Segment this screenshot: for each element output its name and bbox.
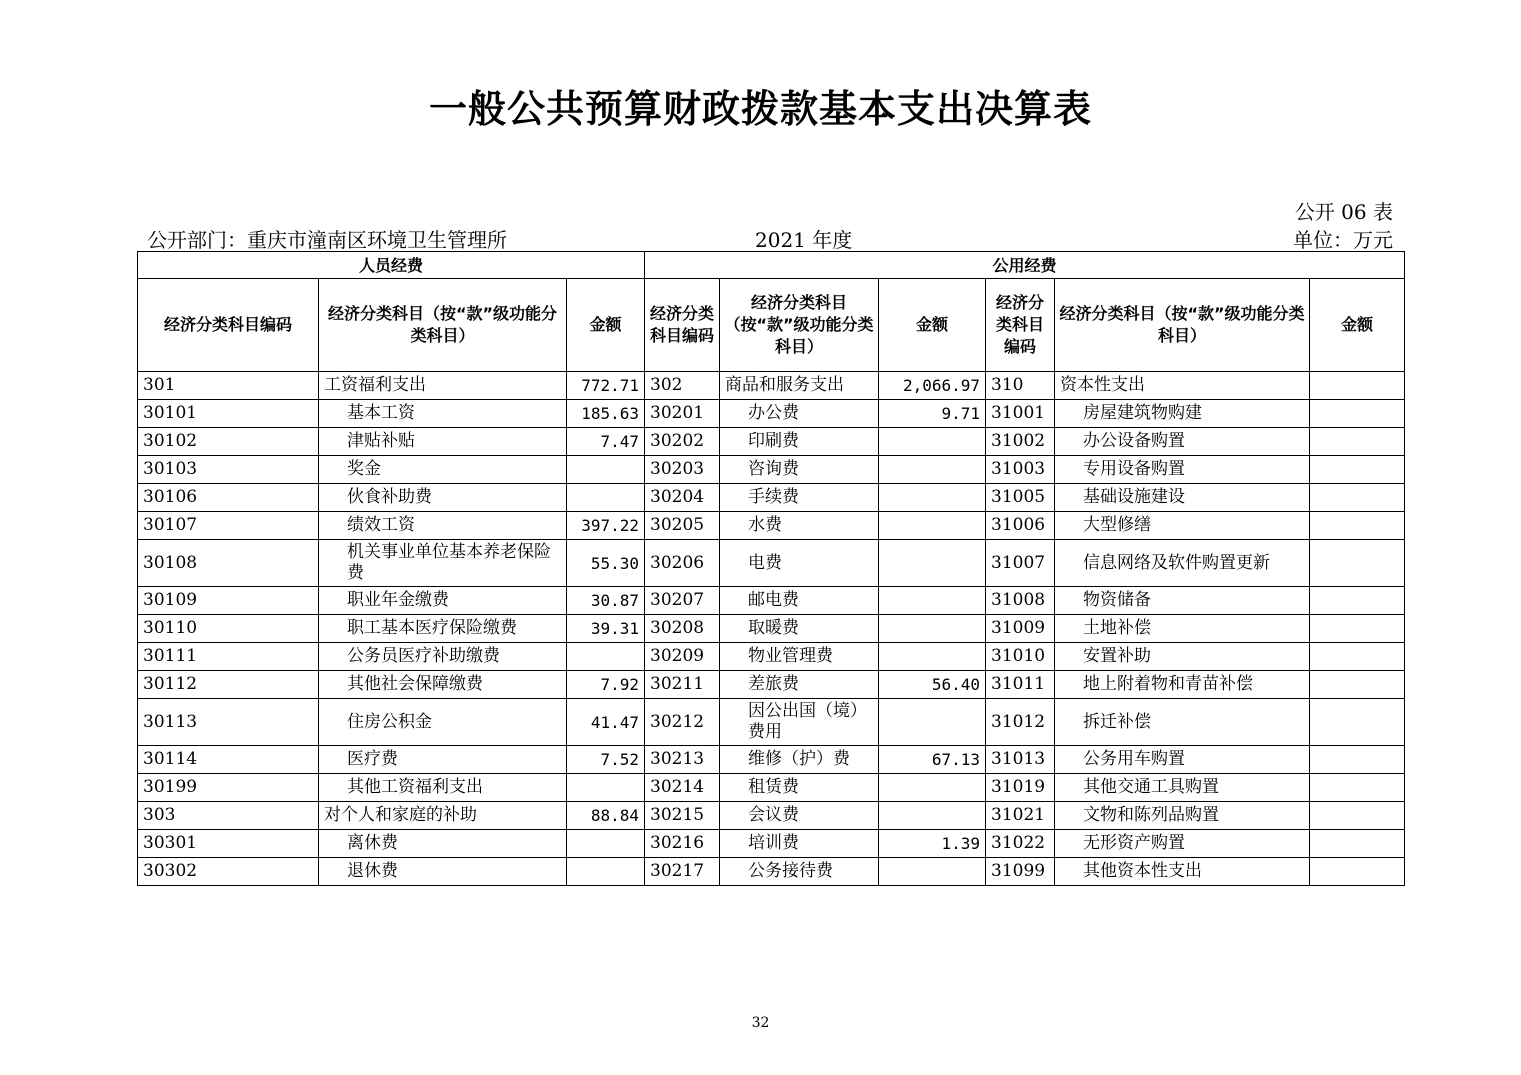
- name-cell: 绩效工资: [319, 512, 567, 540]
- name-cell: 商品和服务支出: [720, 372, 879, 400]
- name-cell: 大型修缮: [1055, 512, 1310, 540]
- code-cell: 30212: [645, 699, 720, 746]
- name-cell: 机关事业单位基本养老保险费: [319, 540, 567, 587]
- code-cell: 30213: [645, 746, 720, 774]
- name-cell: 安置补助: [1055, 643, 1310, 671]
- code-cell: 30199: [138, 774, 319, 802]
- amount-cell: [1310, 587, 1405, 615]
- table-row: [138, 512, 1405, 540]
- header-code-3: 经济分类科目编码: [986, 279, 1055, 372]
- name-cell: 维修（护）费: [720, 746, 879, 774]
- name-cell: 公务员医疗补助缴费: [319, 643, 567, 671]
- table-row: [138, 774, 1405, 802]
- amount-cell: [1310, 671, 1405, 699]
- name-cell: 会议费: [720, 802, 879, 830]
- amount-cell: [1310, 484, 1405, 512]
- table-row: [138, 484, 1405, 512]
- code-cell: 30206: [645, 540, 720, 587]
- code-cell: 30202: [645, 428, 720, 456]
- amount-cell: [567, 484, 645, 512]
- amount-cell: [879, 484, 986, 512]
- name-cell: 其他资本性支出: [1055, 858, 1310, 886]
- code-cell: 31001: [986, 400, 1055, 428]
- amount-cell: 7.52: [567, 746, 645, 774]
- name-cell: 无形资产购置: [1055, 830, 1310, 858]
- amount-cell: [1310, 456, 1405, 484]
- page-number: 32: [751, 1015, 770, 1031]
- name-cell: 医疗费: [319, 746, 567, 774]
- table-row: [138, 587, 1405, 615]
- amount-cell: 41.47: [567, 699, 645, 746]
- code-cell: 31013: [986, 746, 1055, 774]
- name-cell: 对个人和家庭的补助: [319, 802, 567, 830]
- header-name-1: 经济分类科目（按“款”级功能分类科目）: [319, 279, 567, 372]
- code-cell: 31006: [986, 512, 1055, 540]
- amount-cell: 2,066.97: [879, 372, 986, 400]
- header-code-2: 经济分类科目编码: [645, 279, 720, 372]
- amount-cell: [879, 643, 986, 671]
- name-cell: 离休费: [319, 830, 567, 858]
- section-personnel: 人员经费: [138, 252, 645, 279]
- table-row: [138, 671, 1405, 699]
- amount-cell: [567, 858, 645, 886]
- name-cell: 拆迁补偿: [1055, 699, 1310, 746]
- amount-cell: [1310, 428, 1405, 456]
- name-cell: 文物和陈列品购置: [1055, 802, 1310, 830]
- name-cell: 电费: [720, 540, 879, 587]
- amount-cell: [567, 830, 645, 858]
- code-cell: 30215: [645, 802, 720, 830]
- name-cell: 基本工资: [319, 400, 567, 428]
- amount-cell: [879, 774, 986, 802]
- table-row: [138, 858, 1405, 886]
- code-cell: 30214: [645, 774, 720, 802]
- amount-cell: [567, 643, 645, 671]
- name-cell: 住房公积金: [319, 699, 567, 746]
- code-cell: 302: [645, 372, 720, 400]
- code-cell: 31019: [986, 774, 1055, 802]
- name-cell: 地上附着物和青苗补偿: [1055, 671, 1310, 699]
- code-cell: 30205: [645, 512, 720, 540]
- name-cell: 水费: [720, 512, 879, 540]
- amount-cell: 185.63: [567, 400, 645, 428]
- code-cell: 31010: [986, 643, 1055, 671]
- code-cell: 30111: [138, 643, 319, 671]
- code-cell: 301: [138, 372, 319, 400]
- table-row: [138, 540, 1405, 587]
- header-amount-3: 金额: [1310, 279, 1405, 372]
- amount-cell: 30.87: [567, 587, 645, 615]
- name-cell: 差旅费: [720, 671, 879, 699]
- amount-cell: [879, 428, 986, 456]
- code-cell: 30209: [645, 643, 720, 671]
- form-number: 公开 06 表: [1294, 200, 1393, 224]
- amount-cell: 55.30: [567, 540, 645, 587]
- name-cell: 专用设备购置: [1055, 456, 1310, 484]
- amount-cell: [879, 587, 986, 615]
- amount-cell: 397.22: [567, 512, 645, 540]
- name-cell: 物业管理费: [720, 643, 879, 671]
- name-cell: 工资福利支出: [319, 372, 567, 400]
- header-name-2: 经济分类科目（按“款”级功能分类科目）: [720, 279, 879, 372]
- amount-cell: [1310, 643, 1405, 671]
- section-public: 公用经费: [645, 252, 1405, 279]
- name-cell: 其他社会保障缴费: [319, 671, 567, 699]
- name-cell: 职工基本医疗保险缴费: [319, 615, 567, 643]
- code-cell: 31009: [986, 615, 1055, 643]
- code-cell: 303: [138, 802, 319, 830]
- code-cell: 31012: [986, 699, 1055, 746]
- year-label: 2021 年度: [755, 228, 853, 252]
- name-cell: 伙食补助费: [319, 484, 567, 512]
- code-cell: 30208: [645, 615, 720, 643]
- name-cell: 取暖费: [720, 615, 879, 643]
- code-cell: 30203: [645, 456, 720, 484]
- header-name-3: 经济分类科目（按“款”级功能分类科目）: [1055, 279, 1310, 372]
- header-amount-1: 金额: [567, 279, 645, 372]
- name-cell: 公务用车购置: [1055, 746, 1310, 774]
- amount-cell: [879, 858, 986, 886]
- table-row: [138, 746, 1405, 774]
- name-cell: 手续费: [720, 484, 879, 512]
- amount-cell: 56.40: [879, 671, 986, 699]
- amount-cell: [879, 512, 986, 540]
- name-cell: 房屋建筑物购建: [1055, 400, 1310, 428]
- amount-cell: [1310, 540, 1405, 587]
- code-cell: 30216: [645, 830, 720, 858]
- name-cell: 其他工资福利支出: [319, 774, 567, 802]
- amount-cell: [1310, 372, 1405, 400]
- name-cell: 奖金: [319, 456, 567, 484]
- header-amount-2: 金额: [879, 279, 986, 372]
- header-code-1: 经济分类科目编码: [138, 279, 319, 372]
- table-row: [138, 372, 1405, 400]
- amount-cell: [1310, 858, 1405, 886]
- amount-cell: [879, 615, 986, 643]
- code-cell: 30201: [645, 400, 720, 428]
- name-cell: 土地补偿: [1055, 615, 1310, 643]
- name-cell: 办公费: [720, 400, 879, 428]
- code-cell: 30109: [138, 587, 319, 615]
- code-cell: 31011: [986, 671, 1055, 699]
- amount-cell: [1310, 699, 1405, 746]
- code-cell: 30103: [138, 456, 319, 484]
- amount-cell: [1310, 830, 1405, 858]
- name-cell: 基础设施建设: [1055, 484, 1310, 512]
- code-cell: 31002: [986, 428, 1055, 456]
- unit-label: 单位：万元: [1293, 228, 1393, 252]
- name-cell: 物资储备: [1055, 587, 1310, 615]
- name-cell: 退休费: [319, 858, 567, 886]
- code-cell: 30106: [138, 484, 319, 512]
- amount-cell: [1310, 746, 1405, 774]
- code-cell: 30102: [138, 428, 319, 456]
- code-cell: 30108: [138, 540, 319, 587]
- amount-cell: 1.39: [879, 830, 986, 858]
- amount-cell: [879, 699, 986, 746]
- name-cell: 职业年金缴费: [319, 587, 567, 615]
- name-cell: 因公出国（境）费用: [720, 699, 879, 746]
- table-row: [138, 615, 1405, 643]
- code-cell: 31007: [986, 540, 1055, 587]
- code-cell: 30301: [138, 830, 319, 858]
- code-cell: 31022: [986, 830, 1055, 858]
- name-cell: 咨询费: [720, 456, 879, 484]
- amount-cell: 7.92: [567, 671, 645, 699]
- amount-cell: [879, 540, 986, 587]
- name-cell: 公务接待费: [720, 858, 879, 886]
- code-cell: 30112: [138, 671, 319, 699]
- code-cell: 30217: [645, 858, 720, 886]
- amount-cell: [1310, 400, 1405, 428]
- page-title: 一般公共预算财政拨款基本支出决算表: [428, 87, 1092, 131]
- section-header-row: [138, 252, 1405, 279]
- code-cell: 310: [986, 372, 1055, 400]
- code-cell: 30211: [645, 671, 720, 699]
- column-header-row: [138, 279, 1405, 372]
- department-label: 公开部门：重庆市潼南区环境卫生管理所: [147, 228, 507, 252]
- name-cell: 印刷费: [720, 428, 879, 456]
- expenditure-table: [137, 251, 1405, 886]
- table-row: [138, 802, 1405, 830]
- name-cell: 资本性支出: [1055, 372, 1310, 400]
- code-cell: 30204: [645, 484, 720, 512]
- amount-cell: 39.31: [567, 615, 645, 643]
- code-cell: 31099: [986, 858, 1055, 886]
- amount-cell: [1310, 615, 1405, 643]
- amount-cell: [567, 456, 645, 484]
- code-cell: 31021: [986, 802, 1055, 830]
- name-cell: 津贴补贴: [319, 428, 567, 456]
- table-row: [138, 456, 1405, 484]
- code-cell: 30114: [138, 746, 319, 774]
- amount-cell: 88.84: [567, 802, 645, 830]
- table-row: [138, 830, 1405, 858]
- amount-cell: 772.71: [567, 372, 645, 400]
- amount-cell: 9.71: [879, 400, 986, 428]
- table-row: [138, 699, 1405, 746]
- name-cell: 办公设备购置: [1055, 428, 1310, 456]
- name-cell: 信息网络及软件购置更新: [1055, 540, 1310, 587]
- code-cell: 30107: [138, 512, 319, 540]
- amount-cell: 7.47: [567, 428, 645, 456]
- amount-cell: [1310, 774, 1405, 802]
- table-row: [138, 643, 1405, 671]
- amount-cell: [1310, 512, 1405, 540]
- name-cell: 租赁费: [720, 774, 879, 802]
- code-cell: 30207: [645, 587, 720, 615]
- amount-cell: [1310, 802, 1405, 830]
- amount-cell: [567, 774, 645, 802]
- amount-cell: [879, 802, 986, 830]
- table-row: [138, 400, 1405, 428]
- amount-cell: 67.13: [879, 746, 986, 774]
- name-cell: 培训费: [720, 830, 879, 858]
- code-cell: 30101: [138, 400, 319, 428]
- name-cell: 邮电费: [720, 587, 879, 615]
- code-cell: 30110: [138, 615, 319, 643]
- code-cell: 31005: [986, 484, 1055, 512]
- code-cell: 31003: [986, 456, 1055, 484]
- table-body: [138, 252, 1405, 886]
- code-cell: 31008: [986, 587, 1055, 615]
- amount-cell: [879, 456, 986, 484]
- name-cell: 其他交通工具购置: [1055, 774, 1310, 802]
- table-row: [138, 428, 1405, 456]
- code-cell: 30302: [138, 858, 319, 886]
- code-cell: 30113: [138, 699, 319, 746]
